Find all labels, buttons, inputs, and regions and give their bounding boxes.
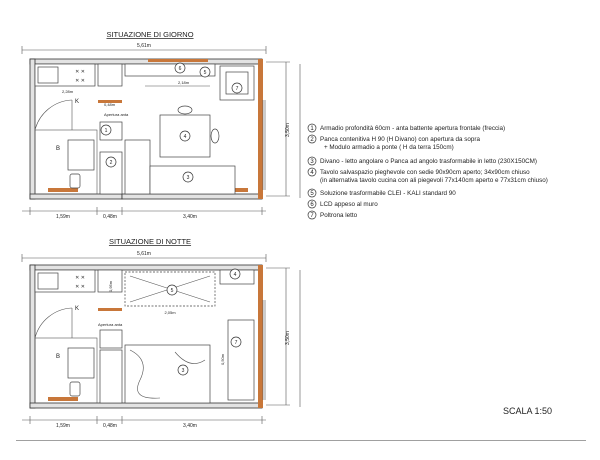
legend-text-7: Poltrona letto	[320, 212, 358, 219]
day-bottom-dim-3: 3,40m	[183, 214, 197, 220]
legend-num-3: 3	[310, 159, 314, 165]
day-plan	[22, 30, 300, 220]
bottom-rule	[16, 440, 586, 441]
legend-text-4b: (in alternativa tavolo cucina con ali piegevoli 77x140cm aperto e 77x31cm chiuso)	[320, 177, 548, 184]
night-bottom-dim-3: 3,40m	[183, 423, 197, 429]
day-width-top: 5,61m	[137, 43, 151, 49]
legend-item	[308, 135, 480, 151]
legend-text-2b: + Modulo armadio a ponte ( H da terra 150cm)	[324, 144, 454, 151]
night-dim-small: 0,95m	[108, 280, 113, 292]
svg-text:✕ ✕: ✕ ✕	[75, 284, 85, 290]
day-badge-7: 7	[235, 86, 239, 92]
svg-text:✕ ✕: ✕ ✕	[75, 69, 85, 75]
legend-num-6: 6	[310, 202, 314, 208]
legend-text-6: LCD appeso al muro	[320, 201, 378, 208]
night-plan-title: SITUAZIONE DI NOTTE	[108, 237, 192, 246]
day-bottom-dim-1: 1,59m	[56, 214, 70, 220]
legend-num-7: 7	[310, 213, 314, 219]
day-room-k: K	[75, 99, 80, 105]
night-badge-3: 3	[181, 368, 185, 374]
day-room-b: B	[56, 146, 61, 152]
night-plan	[22, 237, 300, 429]
night-badge-4: 4	[233, 272, 237, 278]
night-width-top: 5,61m	[137, 251, 151, 257]
legend-text-2a: Panca contenitiva H 90 (H Divano) con apertura da sopra	[320, 136, 480, 143]
day-bottom-dim-2: 0,48m	[103, 214, 117, 220]
legend-item	[308, 189, 456, 197]
day-badge-6: 6	[178, 66, 182, 72]
night-badge-7: 7	[234, 340, 238, 346]
legend-text-3: Divano - letto angolare o Panca ad angolo trasformabile in letto (230X150CM)	[320, 158, 538, 165]
day-dim-kitchen: 2,28m	[62, 89, 74, 94]
legend-num-1: 1	[310, 126, 314, 132]
legend-item	[308, 157, 537, 165]
svg-text:✕ ✕: ✕ ✕	[75, 78, 85, 84]
day-badge-3: 3	[186, 175, 190, 181]
scale-label: SCALA 1:50	[503, 406, 553, 416]
night-bottom-dim-1: 1,59m	[56, 423, 70, 429]
night-room-b: B	[56, 354, 61, 360]
legend-num-4: 4	[310, 170, 314, 176]
legend-num-5: 5	[310, 191, 314, 197]
day-door-label: Apertura anta	[104, 112, 129, 117]
legend-item	[308, 211, 358, 219]
night-side-height: 3,50m	[285, 331, 291, 345]
svg-text:✕ ✕: ✕ ✕	[75, 275, 85, 281]
legend-item	[308, 124, 505, 132]
night-dim-front: 2,05m	[164, 310, 176, 315]
legend-text-1: Armadio profondità 60cm - anta battente apertura frontale (freccia)	[320, 125, 506, 132]
night-room-k: K	[75, 306, 80, 312]
night-dim-cabinet: 0,50m	[220, 353, 225, 365]
legend-text-4a: Tavolo salvaspazio pieghevole con sedie 90x90cm aperto; 34x90cm chiuso	[320, 169, 530, 176]
day-dim-door: 0,48m	[104, 102, 116, 107]
day-plan-title: SITUAZIONE DI GIORNO	[106, 30, 194, 39]
night-badge-5: 5	[170, 288, 174, 294]
day-badge-5: 5	[203, 70, 207, 76]
legend	[308, 124, 548, 219]
day-dim-wall: 2,18m	[178, 80, 190, 85]
night-door-label: Apertura anta	[98, 322, 123, 327]
day-badge-1: 1	[104, 128, 108, 134]
legend-item	[308, 168, 548, 184]
legend-item	[308, 200, 378, 208]
legend-num-2: 2	[310, 137, 314, 143]
day-side-height: 3,50m	[285, 123, 291, 137]
day-badge-2: 2	[109, 160, 113, 166]
legend-text-5: Soluzione trasformabile CLEI - KALI standard 90	[320, 190, 456, 197]
day-badge-4: 4	[183, 134, 187, 140]
night-bottom-dim-2: 0,48m	[103, 423, 117, 429]
